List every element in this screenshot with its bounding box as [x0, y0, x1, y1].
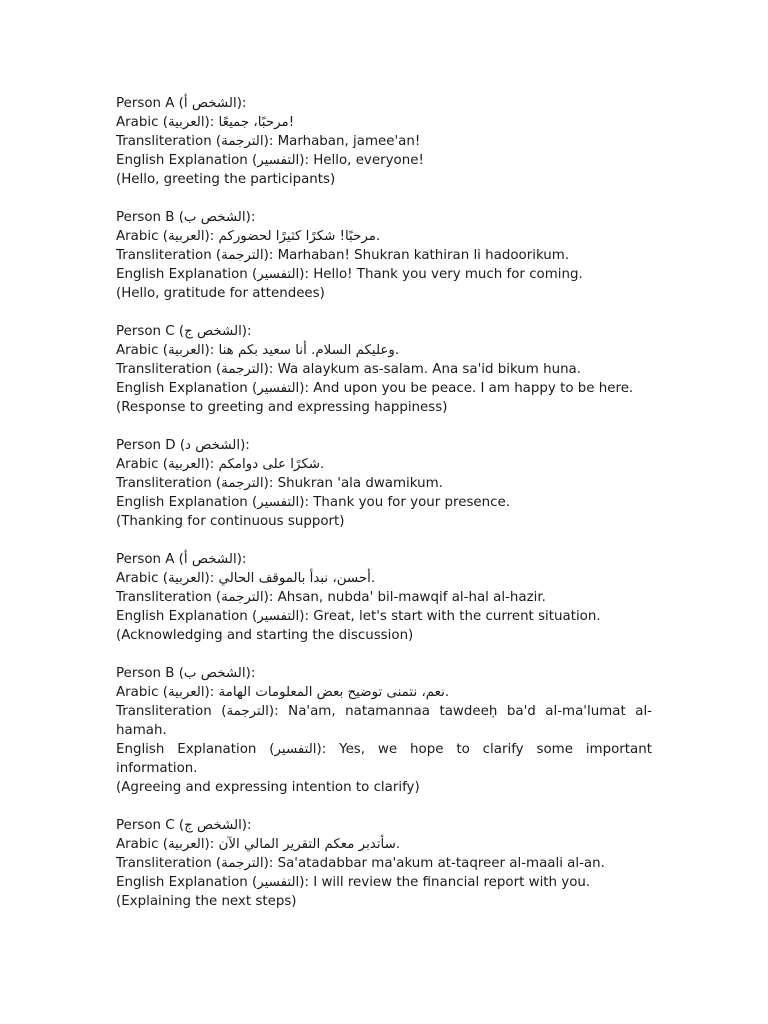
- dialogue-block-3: [116, 322, 652, 417]
- arabic-line: Arabic (العربية): مرحبًا! شكرًا كثيرًا لحضوركم.: [116, 229, 381, 244]
- english-line: English Explanation (التفسير): Yes, we hope to clarify some important information.: [116, 742, 652, 776]
- transliteration-line: Transliteration (الترجمة): Marhaban, jamee'an!: [116, 134, 421, 149]
- note-line: (Hello, greeting the participants): [116, 172, 336, 187]
- english-line: English Explanation (التفسير): I will review the financial report with you.: [116, 875, 591, 890]
- dialogue-block-7: [116, 816, 652, 911]
- speaker-label: Person D (الشخص د):: [116, 438, 250, 453]
- transliteration-line: Transliteration (الترجمة): Wa alaykum as-salam. Ana sa'id bikum huna.: [116, 362, 582, 377]
- note-line: (Explaining the next steps): [116, 894, 297, 909]
- dialogue-block-6: [116, 664, 652, 797]
- note-line: (Thanking for continuous support): [116, 514, 345, 529]
- speaker-label: Person A (الشخص أ):: [116, 552, 247, 567]
- note-line: (Agreeing and expressing intention to clarify): [116, 780, 420, 795]
- english-line: English Explanation (التفسير): Hello, everyone!: [116, 153, 424, 168]
- transliteration-line: Transliteration (الترجمة): Ahsan, nubda' bil-mawqif al-hal al-hazir.: [116, 590, 546, 605]
- dialogue-block-2: [116, 208, 652, 303]
- note-line: (Response to greeting and expressing happiness): [116, 400, 448, 415]
- english-line: English Explanation (التفسير): Hello! Thank you very much for coming.: [116, 267, 583, 282]
- english-line: English Explanation (التفسير): Thank you for your presence.: [116, 495, 511, 510]
- english-line: English Explanation (التفسير): Great, let's start with the current situation.: [116, 609, 601, 624]
- arabic-line: Arabic (العربية): نعم، نتمنى توضيح بعض المعلومات الهامة.: [116, 685, 450, 700]
- arabic-line: Arabic (العربية): أحسن، نبدأ بالموقف الحالي.: [116, 571, 376, 586]
- dialogue-block-4: [116, 436, 652, 531]
- arabic-line: Arabic (العربية): سأتدبر معكم التقرير المالي الآن.: [116, 837, 401, 852]
- arabic-line: Arabic (العربية): وعليكم السلام. أنا سعيد بكم هنا.: [116, 343, 400, 358]
- speaker-label: Person C (الشخص ج):: [116, 818, 252, 833]
- speaker-label: Person B (الشخص ب):: [116, 666, 256, 681]
- transliteration-line: Transliteration (الترجمة): Shukran 'ala dwamikum.: [116, 476, 443, 491]
- note-line: (Hello, gratitude for attendees): [116, 286, 325, 301]
- dialogue-block-1: [116, 94, 652, 189]
- dialogue-block-5: [116, 550, 652, 645]
- arabic-line: Arabic (العربية): مرحبًا، جميعًا!: [116, 115, 295, 130]
- speaker-label: Person B (الشخص ب):: [116, 210, 256, 225]
- speaker-label: Person C (الشخص ج):: [116, 324, 252, 339]
- note-line: (Acknowledging and starting the discussion): [116, 628, 414, 643]
- transliteration-line: Transliteration (الترجمة): Sa'atadabbar ma'akum at-taqreer al-maali al-an.: [116, 856, 605, 871]
- speaker-label: Person A (الشخص أ):: [116, 96, 247, 111]
- transliteration-line: Transliteration (الترجمة): Na'am, natamannaa tawdeeḥ ba'd al-ma'lumat al-hamah.: [116, 704, 652, 738]
- english-line: English Explanation (التفسير): And upon you be peace. I am happy to be here.: [116, 381, 634, 396]
- arabic-line: Arabic (العربية): شكرًا على دوامكم.: [116, 457, 325, 472]
- document-page: [116, 94, 652, 930]
- transliteration-line: Transliteration (الترجمة): Marhaban! Shukran kathiran li hadoorikum.: [116, 248, 570, 263]
